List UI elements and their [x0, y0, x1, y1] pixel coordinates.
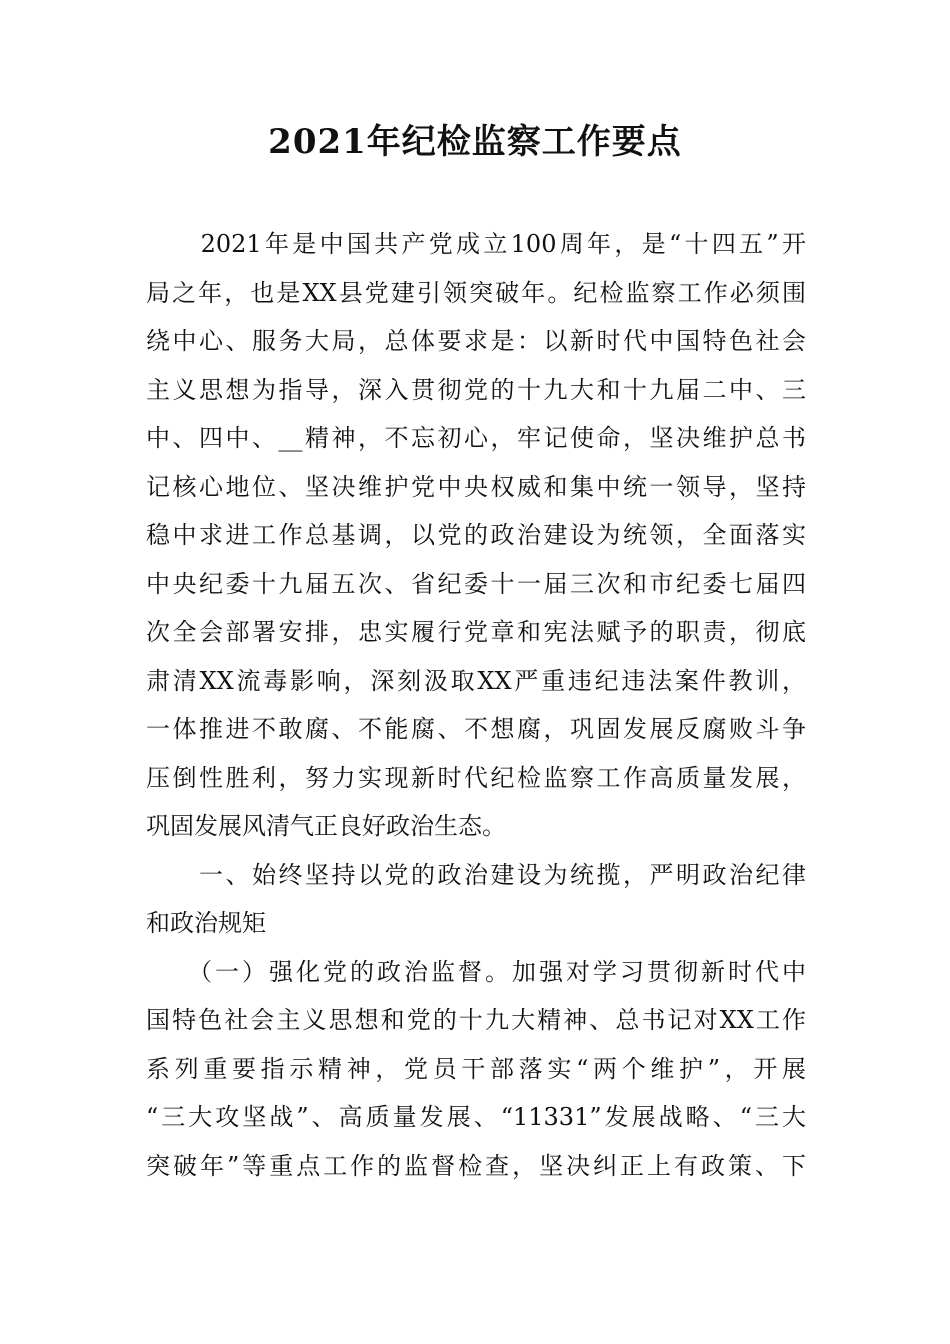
body-line: “三大攻坚战”、高质量发展、“11331”发展战略、“三大 [146, 1103, 806, 1131]
body-line: 突破年”等重点工作的监督检查，坚决纠正上有政策、下 [146, 1151, 806, 1180]
body-line: 局之年，也是XX县党建引领突破年。纪检监察工作必须围 [146, 278, 806, 307]
body-line: 系列重要指示精神，党员干部落实“两个维护”，开展 [146, 1054, 806, 1083]
body-line: 稳中求进工作总基调，以党的政治建设为统领，全面落实 [146, 521, 806, 549]
body-line: 主义思想为指导，深入贯彻党的十九大和十九届二中、三 [146, 375, 806, 404]
body-line: 中、四中、__精神，不忘初心，牢记使命，坚决维护总书 [146, 424, 806, 452]
document-title: 2021年纪检监察工作要点 [268, 122, 682, 162]
body-line: 巩固发展风清气正良好政治生态。 [146, 812, 506, 840]
body-line: 肃清XX流毒影响，深刻汲取XX严重违纪违法案件教训， [146, 666, 806, 695]
body-line: 2021年是中国共产党成立100周年，是“十四五”开 [146, 230, 806, 258]
body-line: 压倒性胜利，努力实现新时代纪检监察工作高质量发展， [146, 763, 806, 792]
body-line: （一）强化党的政治监督。加强对学习贯彻新时代中 [146, 957, 806, 986]
body-line: 中央纪委十九届五次、省纪委十一届三次和市纪委七届四 [146, 569, 806, 598]
body-line: 国特色社会主义思想和党的十九大精神、总书记对XX工作 [146, 1006, 806, 1034]
document-body [146, 220, 806, 1190]
body-line: 绕中心、服务大局，总体要求是：以新时代中国特色社会 [146, 327, 806, 355]
body-line: 次全会部署安排，忠实履行党章和宪法赋予的职责，彻底 [146, 618, 806, 646]
section-heading-line: 和政治规矩 [146, 909, 266, 937]
body-line: 记核心地位、坚决维护党中央权威和集中统一领导，坚持 [146, 472, 806, 501]
section-heading-line: 一、始终坚持以党的政治建设为统揽，严明政治纪律 [146, 860, 806, 889]
body-line: 一体推进不敢腐、不能腐、不想腐，巩固发展反腐败斗争 [146, 715, 806, 743]
